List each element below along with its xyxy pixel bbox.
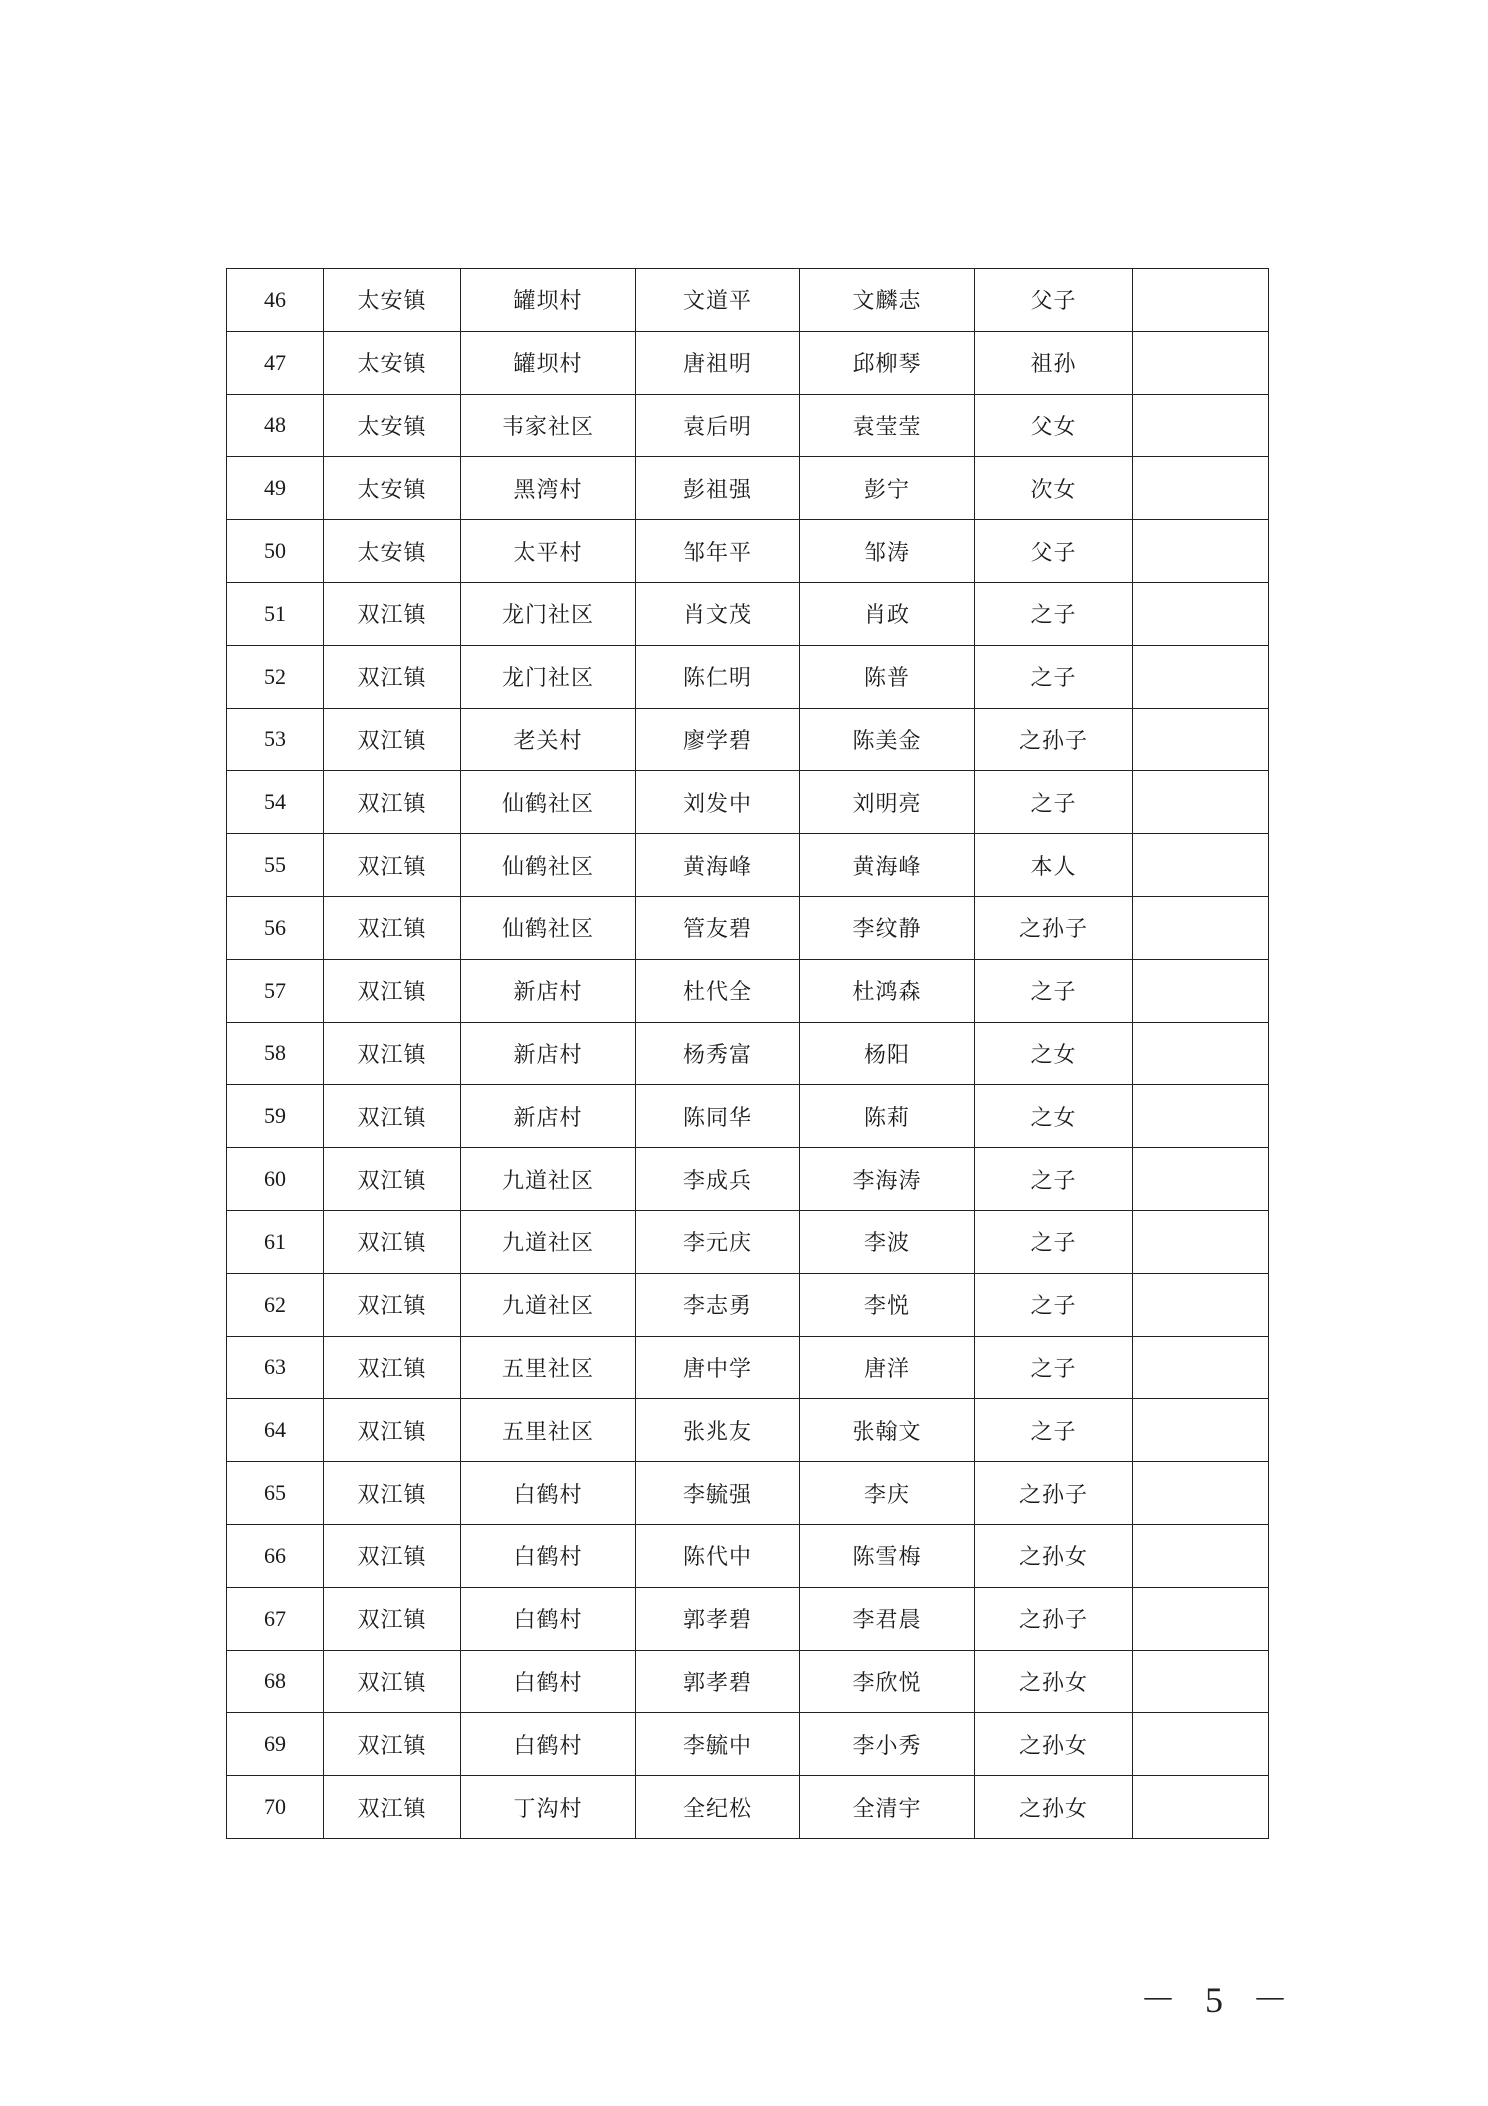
page-number: － 5 － — [1139, 1980, 1298, 2020]
table-row — [227, 959, 1269, 1022]
cell-town: 双江镇 — [324, 1148, 461, 1211]
table-row — [227, 394, 1269, 457]
cell-town: 太安镇 — [324, 520, 461, 583]
cell-person: 唐祖明 — [636, 331, 800, 394]
cell-village: 仙鹤社区 — [461, 771, 636, 834]
cell-village: 五里社区 — [461, 1336, 636, 1399]
cell-note — [1133, 457, 1269, 520]
cell-number: 49 — [227, 457, 324, 520]
cell-person: 肖文茂 — [636, 582, 800, 645]
cell-town: 双江镇 — [324, 1085, 461, 1148]
table-row — [227, 1085, 1269, 1148]
cell-village: 太平村 — [461, 520, 636, 583]
cell-village: 黑湾村 — [461, 457, 636, 520]
table-row — [227, 1587, 1269, 1650]
cell-town: 双江镇 — [324, 1336, 461, 1399]
cell-person: 刘发中 — [636, 771, 800, 834]
cell-relative: 李欣悦 — [800, 1650, 975, 1713]
cell-town: 双江镇 — [324, 771, 461, 834]
cell-number: 48 — [227, 394, 324, 457]
cell-note — [1133, 708, 1269, 771]
cell-town: 双江镇 — [324, 896, 461, 959]
cell-number: 60 — [227, 1148, 324, 1211]
cell-note — [1133, 1713, 1269, 1776]
cell-note — [1133, 1022, 1269, 1085]
cell-relative: 李君晨 — [800, 1587, 975, 1650]
cell-town: 双江镇 — [324, 645, 461, 708]
table-row — [227, 1210, 1269, 1273]
table-row — [227, 1148, 1269, 1211]
cell-village: 罐坝村 — [461, 269, 636, 332]
cell-person: 杜代全 — [636, 959, 800, 1022]
table-row — [227, 1336, 1269, 1399]
cell-person: 唐中学 — [636, 1336, 800, 1399]
cell-relative: 全清宇 — [800, 1776, 975, 1839]
table-row — [227, 1022, 1269, 1085]
cell-relative: 刘明亮 — [800, 771, 975, 834]
cell-village: 新店村 — [461, 1085, 636, 1148]
cell-number: 68 — [227, 1650, 324, 1713]
cell-relation: 次女 — [975, 457, 1133, 520]
cell-note — [1133, 1336, 1269, 1399]
cell-number: 63 — [227, 1336, 324, 1399]
cell-town: 太安镇 — [324, 269, 461, 332]
cell-relation: 之子 — [975, 771, 1133, 834]
cell-note — [1133, 1273, 1269, 1336]
table-row — [227, 1399, 1269, 1462]
cell-number: 59 — [227, 1085, 324, 1148]
cell-relation: 之孙子 — [975, 708, 1133, 771]
cell-town: 双江镇 — [324, 1587, 461, 1650]
cell-note — [1133, 394, 1269, 457]
cell-relative: 陈美金 — [800, 708, 975, 771]
table-row — [227, 331, 1269, 394]
cell-relative: 邱柳琴 — [800, 331, 975, 394]
cell-note — [1133, 1776, 1269, 1839]
cell-note — [1133, 269, 1269, 332]
cell-relation: 祖孙 — [975, 331, 1133, 394]
cell-number: 53 — [227, 708, 324, 771]
cell-person: 郭孝碧 — [636, 1587, 800, 1650]
cell-number: 64 — [227, 1399, 324, 1462]
cell-village: 九道社区 — [461, 1210, 636, 1273]
cell-town: 太安镇 — [324, 394, 461, 457]
cell-person: 郭孝碧 — [636, 1650, 800, 1713]
cell-note — [1133, 1399, 1269, 1462]
cell-note — [1133, 582, 1269, 645]
table-row — [227, 834, 1269, 897]
cell-number: 70 — [227, 1776, 324, 1839]
cell-village: 白鹤村 — [461, 1462, 636, 1525]
cell-relative: 李庆 — [800, 1462, 975, 1525]
cell-number: 55 — [227, 834, 324, 897]
cell-relative: 杜鸿森 — [800, 959, 975, 1022]
cell-village: 仙鹤社区 — [461, 834, 636, 897]
cell-person: 陈仁明 — [636, 645, 800, 708]
cell-relation: 之子 — [975, 1273, 1133, 1336]
cell-number: 67 — [227, 1587, 324, 1650]
cell-person: 袁后明 — [636, 394, 800, 457]
cell-person: 李成兵 — [636, 1148, 800, 1211]
cell-relative: 陈雪梅 — [800, 1524, 975, 1587]
cell-relation: 之孙女 — [975, 1776, 1133, 1839]
cell-village: 白鹤村 — [461, 1650, 636, 1713]
cell-town: 双江镇 — [324, 1650, 461, 1713]
cell-note — [1133, 959, 1269, 1022]
cell-relative: 李纹静 — [800, 896, 975, 959]
cell-relation: 之孙女 — [975, 1650, 1133, 1713]
cell-town: 双江镇 — [324, 1524, 461, 1587]
table-row — [227, 1713, 1269, 1776]
cell-person: 管友碧 — [636, 896, 800, 959]
cell-number: 51 — [227, 582, 324, 645]
table-row — [227, 645, 1269, 708]
cell-number: 56 — [227, 896, 324, 959]
cell-town: 双江镇 — [324, 1210, 461, 1273]
cell-village: 九道社区 — [461, 1148, 636, 1211]
cell-person: 邹年平 — [636, 520, 800, 583]
cell-relative: 李海涛 — [800, 1148, 975, 1211]
cell-person: 陈同华 — [636, 1085, 800, 1148]
cell-number: 58 — [227, 1022, 324, 1085]
cell-town: 太安镇 — [324, 457, 461, 520]
cell-relative: 李波 — [800, 1210, 975, 1273]
cell-relation: 之女 — [975, 1085, 1133, 1148]
cell-village: 丁沟村 — [461, 1776, 636, 1839]
cell-note — [1133, 331, 1269, 394]
cell-person: 李志勇 — [636, 1273, 800, 1336]
cell-relative: 张翰文 — [800, 1399, 975, 1462]
cell-relative: 彭宁 — [800, 457, 975, 520]
cell-number: 66 — [227, 1524, 324, 1587]
cell-number: 62 — [227, 1273, 324, 1336]
table-row — [227, 1650, 1269, 1713]
cell-relation: 之子 — [975, 959, 1133, 1022]
cell-person: 陈代中 — [636, 1524, 800, 1587]
cell-relation: 之孙女 — [975, 1713, 1133, 1776]
cell-number: 61 — [227, 1210, 324, 1273]
cell-relation: 父女 — [975, 394, 1133, 457]
cell-town: 双江镇 — [324, 1399, 461, 1462]
cell-note — [1133, 1210, 1269, 1273]
cell-note — [1133, 1148, 1269, 1211]
cell-relation: 之孙子 — [975, 1587, 1133, 1650]
cell-town: 双江镇 — [324, 1462, 461, 1525]
cell-town: 太安镇 — [324, 331, 461, 394]
cell-person: 张兆友 — [636, 1399, 800, 1462]
table-row — [227, 457, 1269, 520]
cell-village: 老关村 — [461, 708, 636, 771]
cell-note — [1133, 834, 1269, 897]
cell-person: 廖学碧 — [636, 708, 800, 771]
cell-relation: 之子 — [975, 1336, 1133, 1399]
table-row — [227, 269, 1269, 332]
table-row — [227, 1462, 1269, 1525]
cell-relation: 之子 — [975, 1210, 1133, 1273]
cell-person: 李毓中 — [636, 1713, 800, 1776]
cell-person: 李毓强 — [636, 1462, 800, 1525]
cell-number: 50 — [227, 520, 324, 583]
cell-person: 彭祖强 — [636, 457, 800, 520]
cell-village: 罐坝村 — [461, 331, 636, 394]
cell-town: 双江镇 — [324, 959, 461, 1022]
cell-number: 57 — [227, 959, 324, 1022]
cell-town: 双江镇 — [324, 1713, 461, 1776]
cell-number: 52 — [227, 645, 324, 708]
cell-town: 双江镇 — [324, 1022, 461, 1085]
cell-town: 双江镇 — [324, 834, 461, 897]
table-row — [227, 520, 1269, 583]
cell-number: 69 — [227, 1713, 324, 1776]
table-row — [227, 582, 1269, 645]
cell-relation: 本人 — [975, 834, 1133, 897]
cell-relative: 杨阳 — [800, 1022, 975, 1085]
table-row — [227, 1776, 1269, 1839]
cell-village: 仙鹤社区 — [461, 896, 636, 959]
cell-note — [1133, 1587, 1269, 1650]
cell-note — [1133, 1650, 1269, 1713]
cell-relation: 之孙子 — [975, 1462, 1133, 1525]
cell-note — [1133, 1524, 1269, 1587]
cell-note — [1133, 645, 1269, 708]
cell-person: 杨秀富 — [636, 1022, 800, 1085]
cell-note — [1133, 1462, 1269, 1525]
cell-relation: 父子 — [975, 269, 1133, 332]
cell-relative: 邹涛 — [800, 520, 975, 583]
cell-person: 全纪松 — [636, 1776, 800, 1839]
cell-village: 白鹤村 — [461, 1587, 636, 1650]
cell-village: 新店村 — [461, 1022, 636, 1085]
cell-town: 双江镇 — [324, 1273, 461, 1336]
table-row — [227, 1524, 1269, 1587]
cell-relative: 黄海峰 — [800, 834, 975, 897]
cell-number: 65 — [227, 1462, 324, 1525]
table-body — [227, 269, 1269, 1839]
cell-number: 47 — [227, 331, 324, 394]
cell-village: 龙门社区 — [461, 645, 636, 708]
cell-relative: 肖政 — [800, 582, 975, 645]
cell-relative: 李小秀 — [800, 1713, 975, 1776]
cell-village: 白鹤村 — [461, 1524, 636, 1587]
table-row — [227, 896, 1269, 959]
cell-person: 黄海峰 — [636, 834, 800, 897]
cell-village: 韦家社区 — [461, 394, 636, 457]
cell-relation: 父子 — [975, 520, 1133, 583]
cell-relative: 袁莹莹 — [800, 394, 975, 457]
cell-relation: 之女 — [975, 1022, 1133, 1085]
cell-number: 54 — [227, 771, 324, 834]
cell-relative: 李悦 — [800, 1273, 975, 1336]
cell-relative: 陈莉 — [800, 1085, 975, 1148]
cell-relation: 之子 — [975, 645, 1133, 708]
cell-relation: 之孙女 — [975, 1524, 1133, 1587]
cell-town: 双江镇 — [324, 582, 461, 645]
table-row — [227, 1273, 1269, 1336]
cell-relation: 之子 — [975, 1399, 1133, 1462]
cell-village: 白鹤村 — [461, 1713, 636, 1776]
cell-village: 龙门社区 — [461, 582, 636, 645]
cell-number: 46 — [227, 269, 324, 332]
cell-note — [1133, 520, 1269, 583]
cell-town: 双江镇 — [324, 708, 461, 771]
cell-relation: 之孙子 — [975, 896, 1133, 959]
table-row — [227, 708, 1269, 771]
cell-note — [1133, 896, 1269, 959]
cell-relation: 之子 — [975, 1148, 1133, 1211]
cell-note — [1133, 1085, 1269, 1148]
cell-note — [1133, 771, 1269, 834]
cell-village: 五里社区 — [461, 1399, 636, 1462]
cell-relation: 之子 — [975, 582, 1133, 645]
cell-person: 文道平 — [636, 269, 800, 332]
roster-table — [226, 268, 1269, 1839]
cell-town: 双江镇 — [324, 1776, 461, 1839]
cell-village: 九道社区 — [461, 1273, 636, 1336]
cell-person: 李元庆 — [636, 1210, 800, 1273]
cell-relative: 唐洋 — [800, 1336, 975, 1399]
cell-relative: 陈普 — [800, 645, 975, 708]
cell-village: 新店村 — [461, 959, 636, 1022]
cell-relative: 文麟志 — [800, 269, 975, 332]
table-row — [227, 771, 1269, 834]
